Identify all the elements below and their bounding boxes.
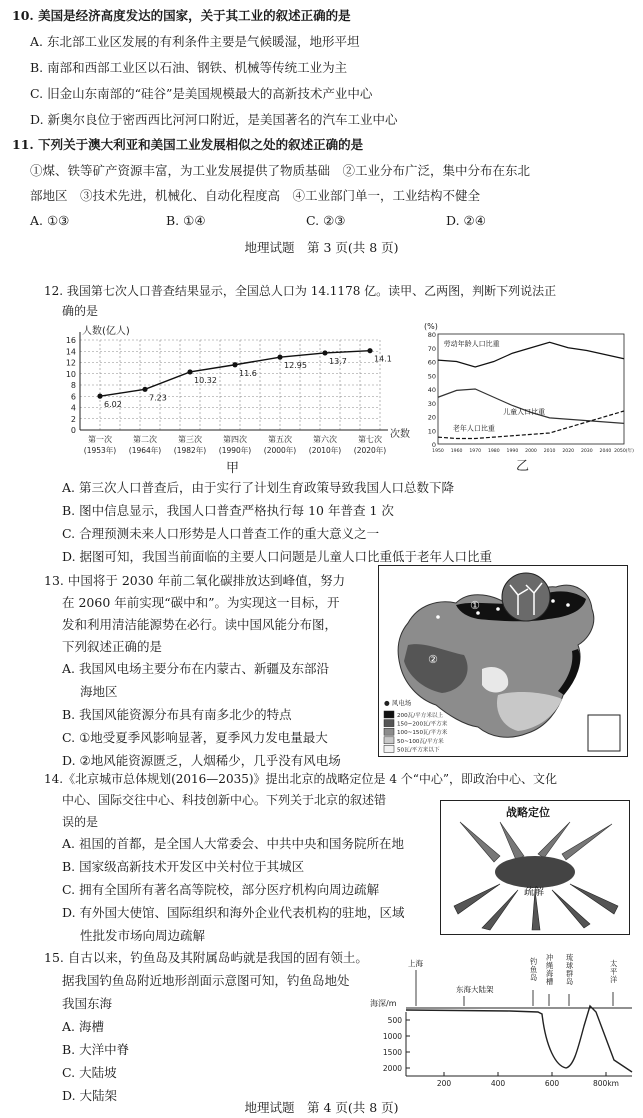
chart-yi-xtick: 1950 bbox=[432, 449, 444, 454]
q13-option-d: D. ②地风能资源匮乏，人烟稀少，几乎没有风电场 bbox=[62, 753, 341, 768]
q11-line2: 部地区 ③技术先进，机械化、自动化程度高 ④工业部门单一，工业结构不健全 bbox=[30, 188, 481, 203]
chart-jia-ytick: 12 bbox=[65, 358, 76, 368]
chart-yi-xtick: 2000 bbox=[525, 449, 537, 454]
q14-option-d-cont: 性批发市场向周边疏解 bbox=[80, 928, 206, 943]
beijing-core bbox=[495, 856, 575, 888]
q14-option-c: C. 拥有全国所有著名高等院校，部分医疗机构向周边疏解 bbox=[62, 882, 380, 897]
chart-yi-title: 乙 bbox=[516, 459, 530, 474]
q11-option-b: B. ①④ bbox=[166, 213, 206, 228]
chart-jia bbox=[40, 322, 430, 474]
legend-swatch bbox=[384, 745, 394, 752]
profile-place-label: 平 bbox=[610, 967, 618, 976]
beijing-strategy-figure bbox=[440, 800, 630, 935]
q11-option-d: D. ②④ bbox=[446, 213, 486, 228]
chart-yi-xtick: 2020 bbox=[562, 449, 575, 454]
q15-stem-line2: 据我国钓鱼岛附近地形剖面示意图可知，钓鱼岛地处 bbox=[62, 973, 350, 988]
legend-label: 50瓦/平方米以下 bbox=[397, 747, 440, 754]
profile-place-label: 球 bbox=[566, 961, 574, 970]
profile-place-label: 海 bbox=[546, 969, 554, 978]
chart-yi-series-label: 劳动年龄人口比重 bbox=[443, 340, 500, 349]
profile-place-label: 太 bbox=[610, 959, 618, 968]
chart-yi-xtick: 2030 bbox=[580, 449, 593, 454]
q10-stem: 10. 美国是经济高度发达的国家，关于其工业的叙述正确的是 bbox=[12, 8, 351, 23]
q15-stem-line3: 我国东海 bbox=[62, 996, 113, 1011]
chart-yi-series-label: 老年人口比重 bbox=[452, 424, 495, 433]
chart-jia-value-label: 11.6 bbox=[239, 368, 257, 378]
map-marker-1: ① bbox=[470, 599, 480, 612]
chart-jia-ytick: 16 bbox=[65, 336, 76, 345]
diaoyu-terrain-profile bbox=[370, 948, 638, 1088]
q15-option-b: B. 大洋中脊 bbox=[62, 1042, 130, 1057]
chart-jia-category: 第五次 bbox=[268, 435, 292, 444]
profile-xtick: 800km bbox=[593, 1079, 619, 1088]
q13-stem-line1: 13. 中国将于 2030 年前二氧化碳排放达到峰值，努力 bbox=[44, 573, 346, 588]
profile-place-label: 岛 bbox=[566, 977, 574, 986]
profile-xtick: 600 bbox=[544, 1079, 560, 1088]
profile-ytick: 2000 bbox=[382, 1064, 402, 1073]
chart-jia-value-label: 6.02 bbox=[104, 400, 122, 410]
q13-stem-line3: 发和利用清洁能源势在必行。读中国风能分布图， bbox=[62, 617, 338, 632]
chart-jia-title: 甲 bbox=[226, 461, 240, 476]
chart-jia-ylabel: 人数(亿人) bbox=[82, 326, 130, 337]
strategy-title: 战略定位 bbox=[506, 806, 550, 819]
legend-label: 50~100瓦/平方米 bbox=[397, 738, 444, 745]
chart-yi-ytick: 40 bbox=[427, 386, 436, 394]
chart-yi-ytick: 60 bbox=[427, 358, 436, 367]
china-wind-energy-map bbox=[378, 565, 628, 757]
chart-jia-year: (2010年) bbox=[308, 446, 342, 455]
q13-stem-line4: 下列叙述正确的是 bbox=[62, 639, 163, 654]
chart-yi-ytick: 10 bbox=[427, 427, 436, 436]
chart-jia-point bbox=[187, 369, 192, 374]
chart-jia-category: 第四次 bbox=[223, 435, 247, 444]
chart-yi-ytick: 70 bbox=[427, 344, 436, 353]
q11-option-a: A. ①③ bbox=[30, 213, 70, 228]
chart-jia-point bbox=[367, 348, 372, 353]
profile-place-label: 群 bbox=[566, 969, 574, 978]
q15-stem-line1: 15. 自古以来，钓鱼岛及其附属岛屿就是我国的固有领土。 bbox=[44, 950, 368, 965]
chart-yi-ytick: 50 bbox=[427, 372, 436, 381]
q11-option-c: C. ②③ bbox=[306, 213, 346, 228]
q12-option-b: B. 图中信息显示，我国人口普查严格执行每 10 年普查 1 次 bbox=[62, 503, 394, 518]
chart-yi-series-label: 儿童人口比重 bbox=[503, 407, 546, 416]
chart-jia-year: (2000年) bbox=[263, 446, 297, 455]
chart-jia-ytick: 8 bbox=[70, 381, 76, 390]
profile-place-label: 洋 bbox=[610, 975, 618, 984]
chart-yi-ytick: 0 bbox=[431, 441, 436, 449]
q14-option-b: B. 国家级高新技术开发区中关村位于其城区 bbox=[62, 859, 305, 874]
chart-jia-ytick: 14 bbox=[65, 347, 76, 357]
q14-stem-line3: 误的是 bbox=[62, 815, 99, 829]
chart-jia-value-label: 14.1 bbox=[374, 354, 392, 364]
profile-place-label: 上海 bbox=[408, 959, 423, 968]
chart-jia-ytick: 10 bbox=[65, 369, 76, 379]
chart-yi bbox=[424, 320, 634, 474]
chart-jia-point bbox=[277, 355, 282, 360]
profile-place-label: 冲 bbox=[546, 953, 554, 962]
chart-jia-year: (1964年) bbox=[128, 446, 162, 455]
chart-yi-series-line bbox=[438, 389, 624, 423]
q10-option-d: D. 新奥尔良位于密西西比河河口附近，是美国著名的汽车工业中心 bbox=[30, 112, 398, 127]
chart-jia-xlabel: 次数 bbox=[390, 429, 410, 440]
profile-seafloor bbox=[406, 1006, 632, 1072]
wind-turbine-photo bbox=[502, 573, 550, 621]
q11-line1: ①煤、铁等矿产资源丰富，为工业发展提供了物质基础 ②工业分布广泛，集中分布在东北 bbox=[30, 163, 531, 178]
q13-option-b: B. 我国风能资源分布具有南多北少的特点 bbox=[62, 707, 292, 722]
chart-yi-ytick: 30 bbox=[427, 399, 436, 408]
profile-ylabel: 海深/m bbox=[370, 999, 397, 1008]
profile-place-label: 鱼 bbox=[530, 965, 538, 974]
q12-stem-line2: 确的是 bbox=[62, 304, 99, 318]
q13-option-a-cont: 海地区 bbox=[80, 684, 118, 699]
q12-option-c: C. 合理预测未来人口形势是人口普查工作的重大意义之一 bbox=[62, 526, 380, 541]
chart-jia-category: 第六次 bbox=[313, 435, 337, 444]
chart-jia-value-label: 10.32 bbox=[194, 375, 217, 385]
page-footer-3: 地理试题 第 3 页(共 8 页) bbox=[244, 240, 399, 255]
strategy-center-label: 疏解 bbox=[524, 887, 544, 898]
legend-swatch bbox=[384, 720, 394, 727]
profile-xtick: 200 bbox=[436, 1079, 452, 1088]
q11-stem: 11. 下列关于澳大利亚和美国工业发展相似之处的叙述正确的是 bbox=[12, 137, 364, 152]
q10-option-c: C. 旧金山东南部的“硅谷”是美国规模最大的高新技术产业中心 bbox=[30, 86, 373, 101]
q13-stem-line2: 在 2060 年前实现“碳中和”。为实现这一目标，开 bbox=[62, 595, 340, 610]
chart-jia-category: 第一次 bbox=[88, 435, 112, 444]
chart-yi-xtick: 1970 bbox=[469, 449, 482, 454]
q15-option-d: D. 大陆架 bbox=[62, 1088, 118, 1103]
chart-yi-ytick: 20 bbox=[427, 413, 436, 422]
chart-jia-point bbox=[97, 394, 102, 399]
profile-ytick: 1000 bbox=[382, 1032, 402, 1041]
map-marker-2: ② bbox=[428, 653, 438, 666]
chart-jia-ytick: 0 bbox=[70, 426, 76, 435]
profile-place-label: 岛 bbox=[530, 973, 538, 982]
q15-option-a: A. 海槽 bbox=[62, 1019, 104, 1034]
q12-option-d: D. 据图可知，我国当前面临的主要人口问题是儿童人口比重低于老年人口比重 bbox=[62, 549, 493, 564]
legend-label: 150~200瓦/平方米 bbox=[397, 721, 448, 728]
q15-option-c: C. 大陆坡 bbox=[62, 1065, 117, 1080]
q13-option-a: A. 我国风电场主要分布在内蒙古、新疆及东部沿 bbox=[62, 661, 329, 676]
chart-jia-ytick: 6 bbox=[70, 392, 76, 402]
chart-jia-year: (2020年) bbox=[353, 446, 387, 455]
profile-place-label: 槽 bbox=[546, 977, 554, 986]
q10-option-b: B. 南部和西部工业区以石油、钢铁、机械等传统工业为主 bbox=[30, 60, 348, 75]
q14-option-d: D. 有外国大使馆、国际组织和海外企业代表机构的驻地，区域 bbox=[62, 905, 405, 920]
q12-stem-line1: 12. 我国第七次人口普查结果显示，全国总人口为 14.1178 亿。读甲、乙两图，判断下列说法正 bbox=[44, 284, 557, 298]
profile-ytick: 1500 bbox=[382, 1048, 402, 1057]
profile-place-label: 琉 bbox=[566, 953, 574, 962]
q12-option-a: A. 第三次人口普查后，由于实行了计划生育政策导致我国人口总数下降 bbox=[62, 480, 454, 495]
chart-yi-ylabel: (%) bbox=[424, 322, 438, 331]
chart-jia-category: 第三次 bbox=[178, 435, 202, 444]
page-footer-4: 地理试题 第 4 页(共 8 页) bbox=[244, 1100, 399, 1115]
chart-jia-ytick: 4 bbox=[70, 403, 76, 413]
chart-jia-point bbox=[232, 362, 237, 367]
q14-option-a: A. 祖国的首都，是全国人大常委会、中共中央和国务院所在地 bbox=[62, 836, 404, 851]
profile-place-label: 东海大陆架 bbox=[456, 985, 494, 994]
chart-jia-point bbox=[142, 387, 147, 392]
legend-swatch bbox=[384, 711, 394, 718]
profile-ytick: 500 bbox=[387, 1016, 402, 1025]
chart-jia-value-label: 12.95 bbox=[284, 361, 307, 371]
q10-option-a: A. 东北部工业区发展的有利条件主要是气候暖湿，地形平坦 bbox=[30, 34, 360, 49]
chart-yi-xtick: 1960 bbox=[450, 449, 463, 454]
chart-yi-xtick: 2010 bbox=[543, 449, 556, 454]
profile-xtick: 400 bbox=[490, 1079, 506, 1088]
chart-jia-value-label: 7.23 bbox=[149, 393, 167, 403]
legend-label: 100~150瓦/平方米 bbox=[397, 730, 448, 737]
chart-jia-ytick: 2 bbox=[70, 414, 76, 424]
south-china-sea-inset bbox=[588, 715, 620, 751]
chart-yi-xtick: 1990 bbox=[506, 449, 519, 454]
profile-place-label: 绳 bbox=[546, 961, 554, 970]
chart-yi-xtick: 2050(年) bbox=[614, 449, 634, 454]
chart-yi-xtick: 1980 bbox=[487, 449, 500, 454]
chart-yi-xtick: 2040 bbox=[599, 449, 612, 454]
chart-jia-year: (1982年) bbox=[173, 446, 207, 455]
legend-swatch bbox=[384, 728, 394, 735]
legend-swatch bbox=[384, 737, 394, 744]
chart-yi-ytick: 80 bbox=[427, 331, 436, 339]
chart-jia-value-label: 13.7 bbox=[329, 356, 347, 366]
chart-jia-category: 第七次 bbox=[358, 435, 382, 444]
legend-label: 200瓦/平方米以上 bbox=[397, 713, 444, 719]
chart-jia-category: 第二次 bbox=[133, 435, 157, 444]
map-legend-title: ● 风电场 bbox=[384, 699, 412, 707]
q14-stem-line2: 中心、国际交往中心、科技创新中心。下列关于北京的叙述错 bbox=[62, 793, 387, 807]
chart-jia-year: (1953年) bbox=[83, 446, 117, 455]
profile-place-label: 钓 bbox=[530, 957, 538, 966]
q13-option-c: C. ①地受夏季风影响显著，夏季风力发电量最大 bbox=[62, 730, 328, 745]
q14-stem-line1: 14.《北京城市总体规划(2016—2035)》提出北京的战略定位是 4 个“中心”，即政治中心、文化 bbox=[44, 772, 558, 786]
chart-jia-point bbox=[322, 350, 327, 355]
chart-jia-year: (1990年) bbox=[218, 446, 252, 455]
